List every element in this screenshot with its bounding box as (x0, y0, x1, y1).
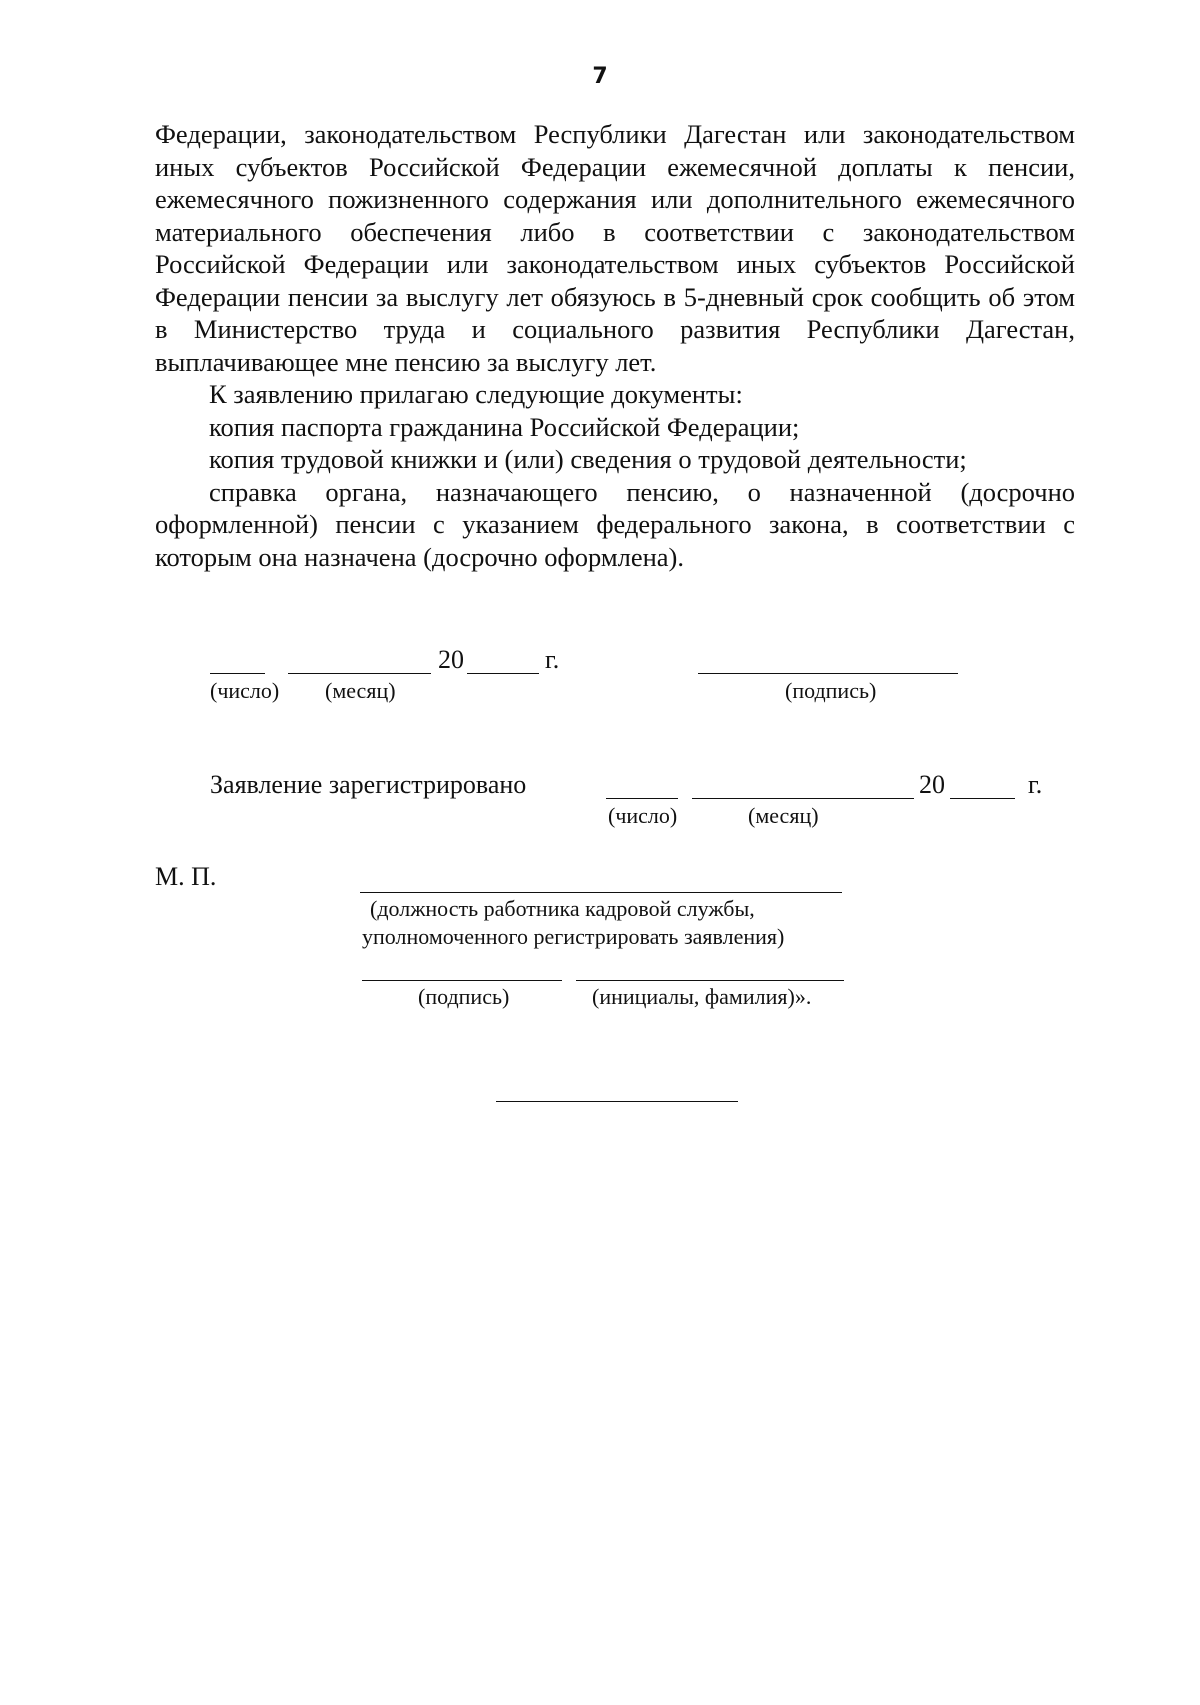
stamp-label: М. П. (155, 862, 217, 891)
official-name-label: (инициалы, фамилия)». (592, 984, 812, 1009)
registration-day-label: (число) (608, 803, 678, 828)
position-blank-line (360, 892, 842, 893)
month-label: (месяц) (325, 678, 396, 703)
registration-label: Заявление зарегистрировано (210, 770, 527, 799)
position-label-line1: (должность работника кадровой службы, (370, 896, 755, 921)
signature-label: (подпись) (785, 678, 877, 703)
page-number: 7 (592, 64, 608, 89)
registration-month-label: (месяц) (748, 803, 819, 828)
registration-year-suffix: г. (1028, 770, 1043, 799)
signature-blank-line (698, 673, 958, 674)
month-blank-line (288, 673, 431, 674)
registration-year-prefix: 20 (919, 770, 945, 799)
paragraph-passport-copy: копия паспорта гражданина Российской Федерации; (209, 411, 800, 442)
position-label-line2: уполномоченного регистрировать заявления) (362, 924, 785, 949)
registration-year-line (950, 798, 1015, 799)
day-label: (число) (210, 678, 280, 703)
registration-month-line (692, 798, 914, 799)
year-blank-line (467, 673, 539, 674)
registration-day-line (606, 798, 678, 799)
official-signature-line (362, 980, 562, 981)
year-suffix: г. (545, 645, 560, 674)
paragraph-pension-certificate: справка органа, назначающего пенсию, о назначенной (досрочно оформленной) пенсии с указанием федерального закона, в соответствии с которым она назначена (досрочно оформлена). (155, 476, 1075, 572)
paragraph-obligation: Федерации, законодательством Республики Дагестан или законодательством иных субъектов Российской Федерации ежемесячной доплаты к пенсии, ежемесячного пожизненного содержания или дополнительного ежемесячного материального обеспечения либо в соответствии с законодательством Российской Федерации или законодательством иных субъектов Российской Федерации пенсии за выслугу лет обязуюсь в 5-дневный срок сообщить об этом в Министерство труда и социального развития Республики Дагестан, выплачивающее мне пенсию за выслугу лет. (155, 119, 1075, 377)
closing-separator-line (496, 1101, 738, 1102)
year-prefix: 20 (438, 645, 464, 674)
body-text (155, 118, 1075, 573)
paragraph-attachments-intro: К заявлению прилагаю следующие документы: (209, 379, 743, 409)
official-signature-label: (подпись) (418, 984, 510, 1009)
official-name-line (576, 980, 844, 981)
paragraph-workbook-copy: копия трудовой книжки и (или) сведения о трудовой деятельности; (209, 444, 967, 474)
day-blank-line (210, 673, 265, 674)
